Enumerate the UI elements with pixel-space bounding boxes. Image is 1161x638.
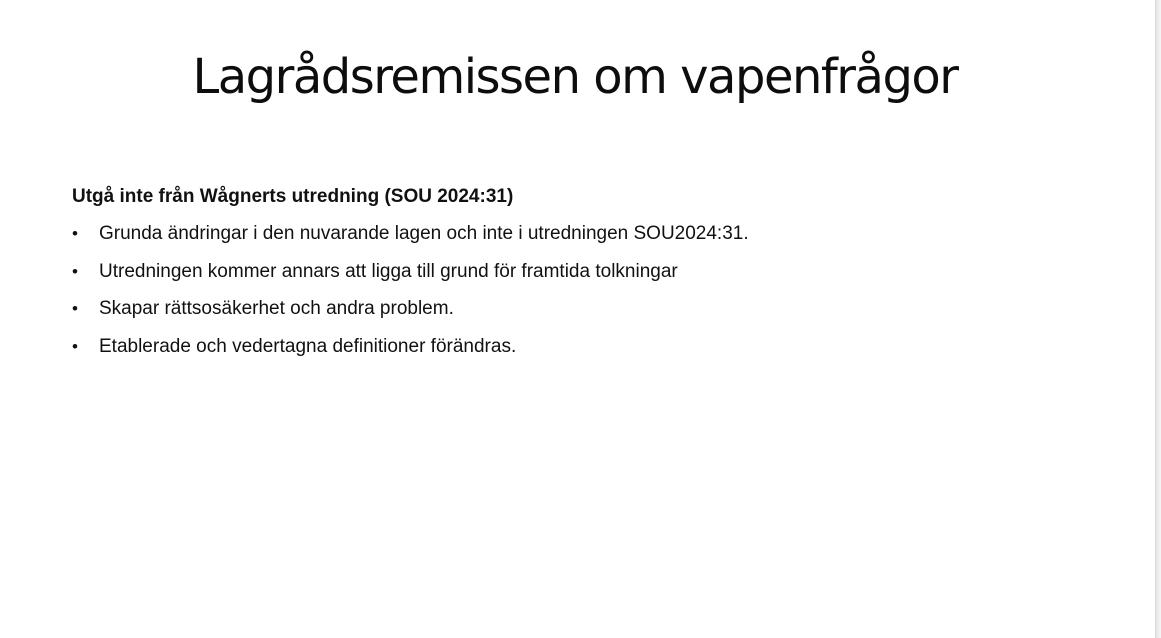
slide-content	[72, 183, 1112, 370]
bullet-list	[72, 220, 1112, 361]
bullet-text: Utredningen kommer annars att ligga till grund för framtida tolkningar	[99, 260, 678, 282]
subheading: Utgå inte från Wågnerts utredning (SOU 2024:31)	[72, 186, 514, 207]
bullet-text: Skapar rättsosäkerhet och andra problem.	[99, 298, 454, 319]
bullet-icon: •	[72, 336, 78, 356]
bullet-text: Etablerade och vedertagna definitioner förändras.	[99, 335, 517, 357]
slide-edge-shadow	[1155, 0, 1161, 638]
bullet-icon: •	[72, 299, 78, 318]
bullet-icon: •	[72, 261, 78, 281]
list-item	[72, 333, 1112, 361]
list-item	[72, 258, 1112, 286]
list-item	[72, 295, 1112, 323]
bullet-text: Grunda ändringar i den nuvarande lagen och inte i utredningen SOU2024:31.	[99, 223, 749, 244]
bullet-icon: •	[72, 224, 78, 243]
list-item	[72, 220, 1112, 248]
slide-title: Lagrådsremissen om vapenfrågor	[192, 49, 958, 105]
